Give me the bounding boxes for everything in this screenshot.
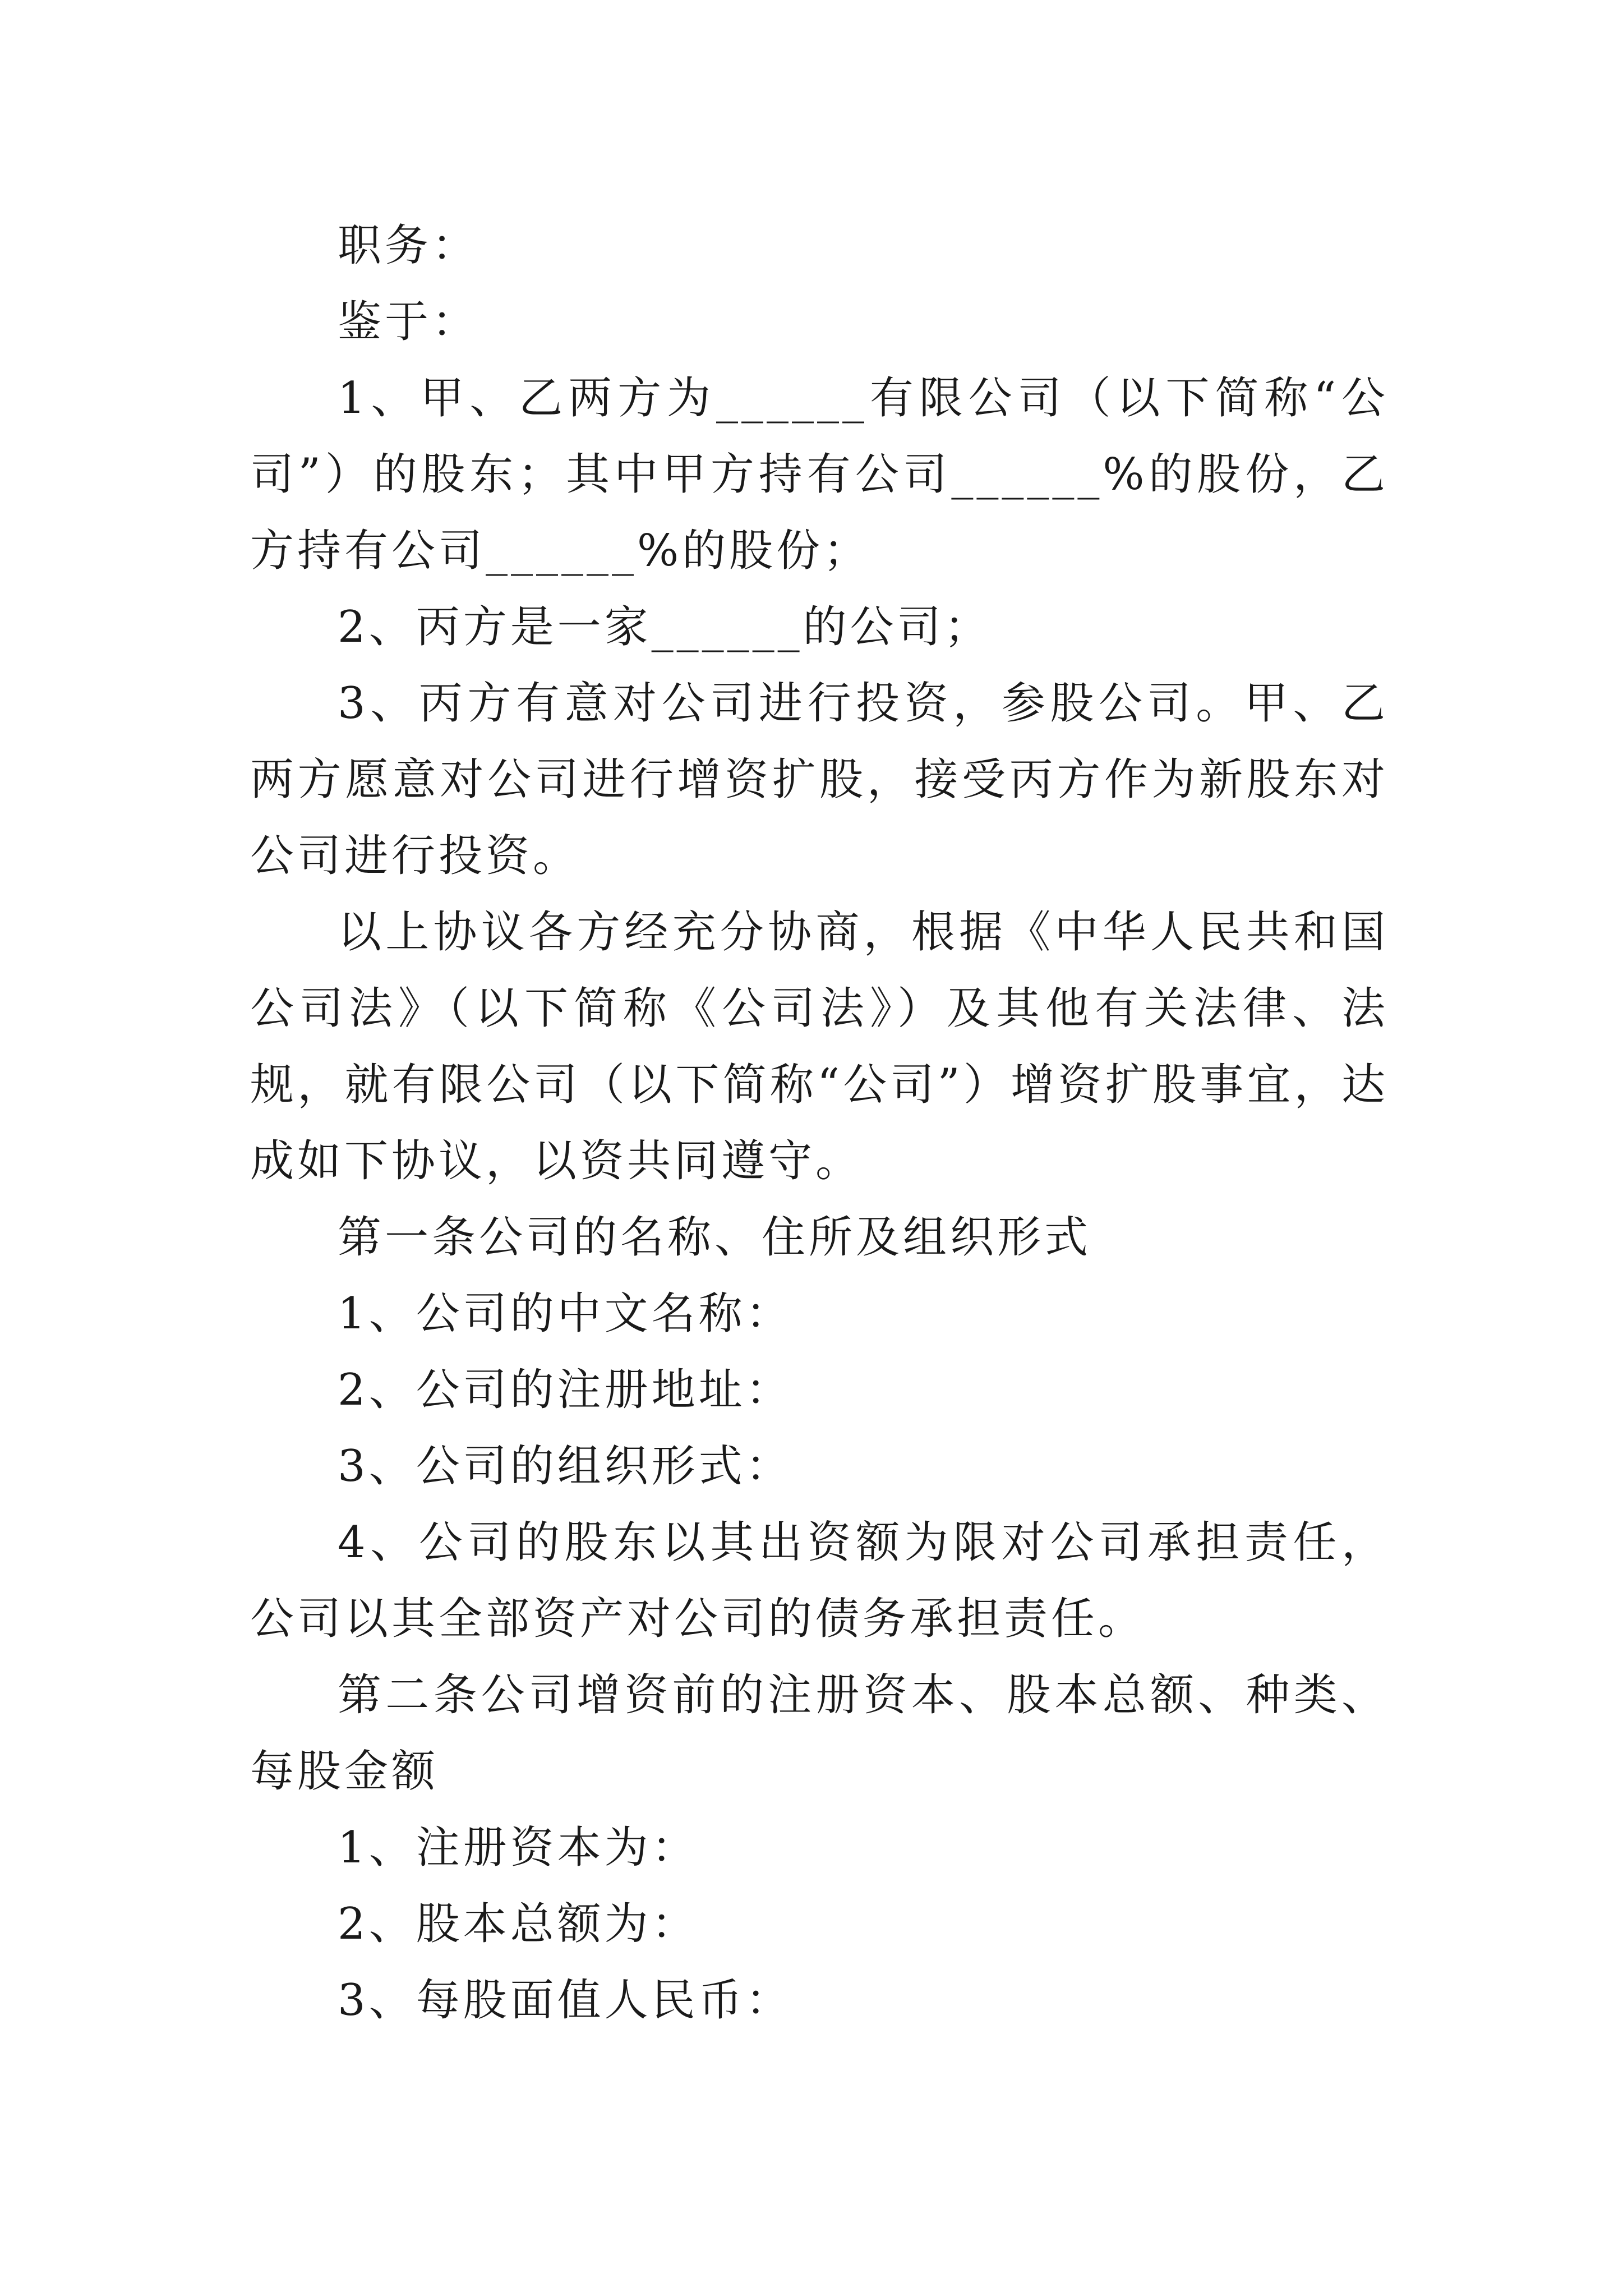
article-2-item-1: 1、注册资本为： bbox=[338, 1823, 699, 1873]
paragraph-whereas: 鉴于： bbox=[338, 297, 479, 347]
article-2-item-2: 2、股本总额为： bbox=[338, 1899, 699, 1949]
paragraph-recital-2: 2、丙方是一家______的公司； bbox=[338, 602, 992, 652]
document-body bbox=[250, 208, 1389, 2039]
article-2-heading: 第二条公司增资前的注册资本、股本总额、种类、每股金额 bbox=[250, 1670, 1389, 1797]
article-2-item-3: 3、每股面值人民币： bbox=[338, 1975, 793, 2026]
paragraph-preamble: 以上协议各方经充分协商，根据《中华人民共和国公司法》（以下简称《公司法》）及其他有关法律、法规，就有限公司（以下简称“公司”）增资扩股事宜，达成如下协议，以资共同遵守。 bbox=[250, 907, 1389, 1186]
article-1-item-2: 2、公司的注册地址： bbox=[338, 1365, 793, 1415]
article-1-item-3: 3、公司的组织形式： bbox=[338, 1441, 793, 1492]
paragraph-position: 职务： bbox=[338, 220, 479, 271]
paragraph-recital-1: 1、甲、乙两方为______有限公司（以下简称“公司”）的股东；其中甲方持有公司______%的股份，乙方持有公司______%的股份； bbox=[250, 373, 1389, 576]
article-1-item-1: 1、公司的中文名称： bbox=[338, 1289, 793, 1339]
article-1-item-4: 4、公司的股东以其出资额为限对公司承担责任，公司以其全部资产对公司的债务承担责任。 bbox=[250, 1517, 1389, 1644]
paragraph-recital-3: 3、丙方有意对公司进行投资，参股公司。甲、乙两方愿意对公司进行增资扩股，接受丙方作为新股东对公司进行投资。 bbox=[250, 678, 1389, 881]
article-1-heading: 第一条公司的名称、住所及组织形式 bbox=[338, 1212, 1092, 1263]
